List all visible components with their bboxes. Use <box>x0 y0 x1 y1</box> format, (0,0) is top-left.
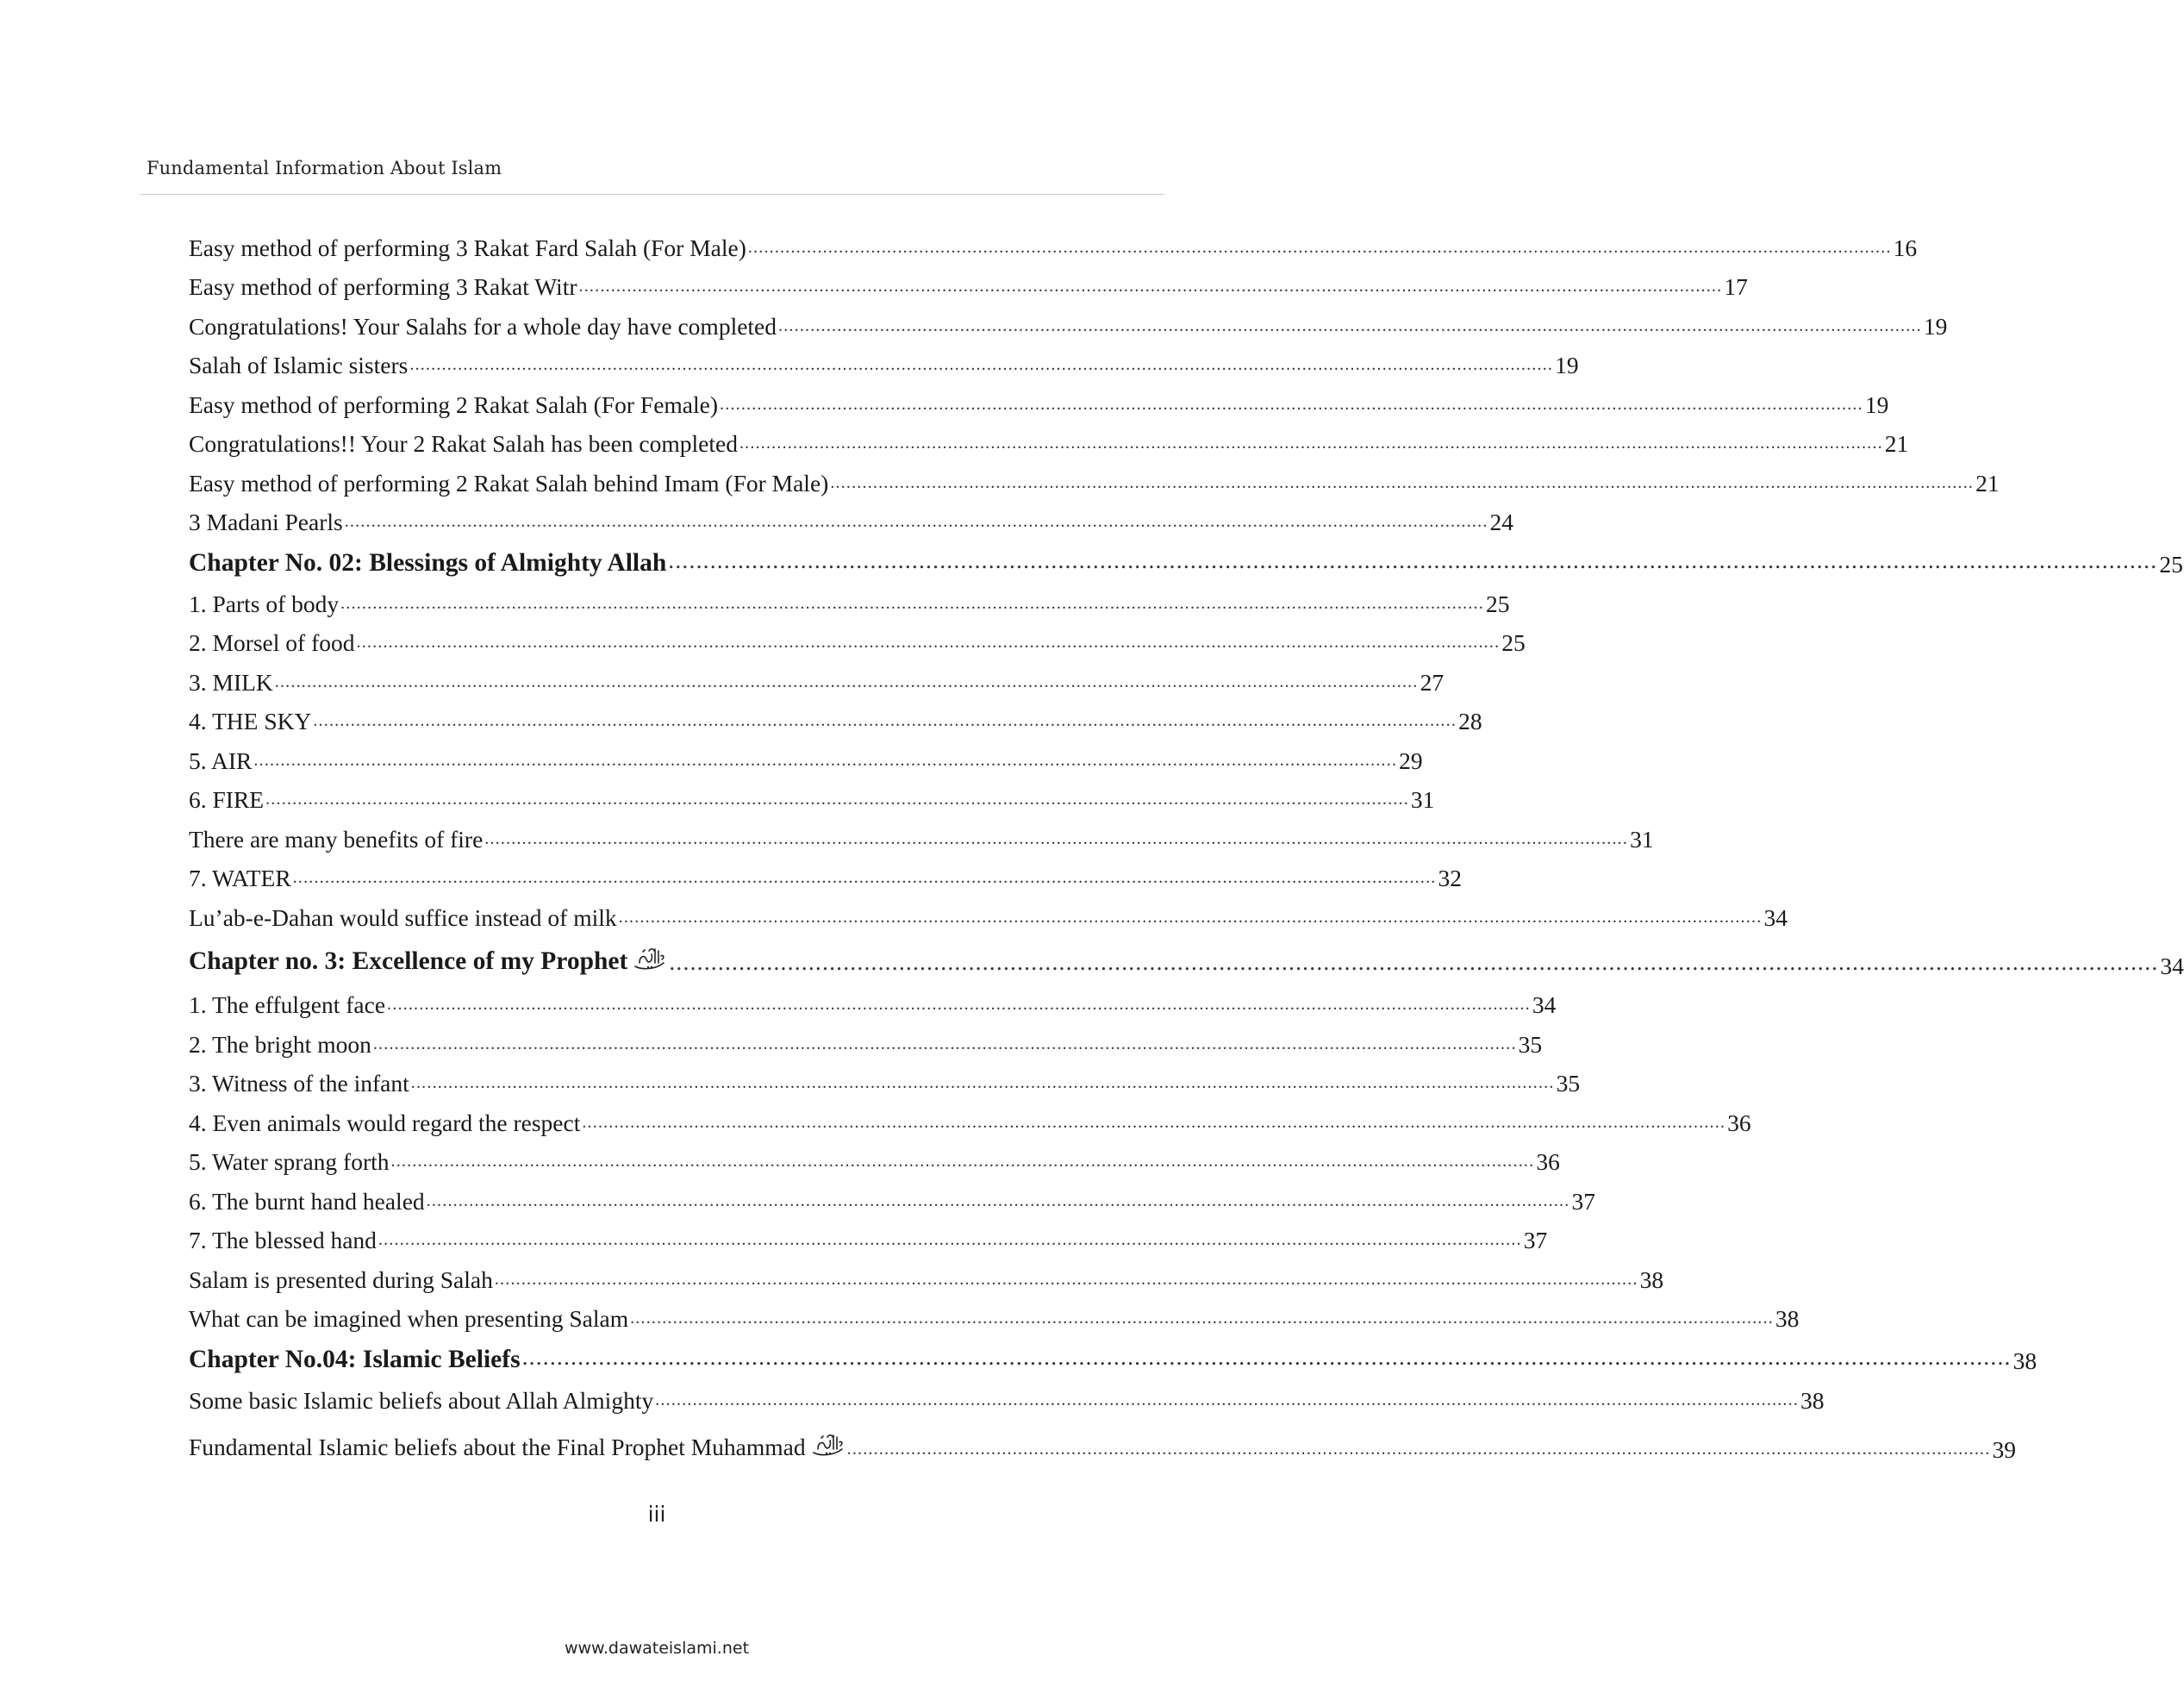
toc-entry[interactable] <box>189 1019 1543 1059</box>
toc-entry-title: 2. The bright moon <box>189 1030 371 1058</box>
toc-entry-page: 16 <box>1893 234 1918 261</box>
dot-leader: ...................................................................................................................................................................................................................... <box>494 1269 1638 1289</box>
toc-entry-title: 5. Water sprang forth <box>189 1148 390 1175</box>
dot-leader: ...................................................................................................................................................................................................................... <box>521 1343 2012 1370</box>
toc-entry-page: 31 <box>1410 786 1435 813</box>
toc-entry-page: 21 <box>1975 469 2000 497</box>
toc-entry[interactable] <box>189 1137 1560 1177</box>
toc-entry[interactable] <box>189 697 1482 736</box>
toc-entry-title: 3. MILK <box>189 668 273 696</box>
toc-entry-page: 38 <box>2012 1347 2037 1374</box>
toc-entry-title: What can be imagined when presenting Salam <box>189 1305 629 1332</box>
dot-leader: ...................................................................................................................................................................................................................... <box>484 828 1629 848</box>
toc-entry-page: 25 <box>1501 629 1526 656</box>
dot-leader: ...................................................................................................................................................................................................................... <box>668 547 2158 573</box>
toc-entry[interactable] <box>189 892 1788 932</box>
dot-leader: ...................................................................................................................................................................................................................... <box>274 672 1419 691</box>
toc-entry[interactable] <box>189 341 1579 380</box>
toc-entry[interactable] <box>189 1294 1800 1334</box>
dot-leader: ...................................................................................................................................................................................................................... <box>344 512 1488 531</box>
toc-entry-page: 34 <box>2160 952 2184 979</box>
toc-entry-title: 7. The blessed hand <box>189 1227 377 1253</box>
toc-entry-page: 37 <box>1523 1227 1548 1253</box>
dot-leader: ...................................................................................................................................................................................................................... <box>739 434 1883 453</box>
toc-entry-page: 19 <box>1864 391 1889 418</box>
dot-leader: ...................................................................................................................................................................................................................... <box>830 472 1975 492</box>
toc-entry[interactable] <box>189 1059 1581 1098</box>
toc-entry[interactable] <box>189 1176 1595 1215</box>
dot-leader: ...................................................................................................................................................................................................................... <box>618 907 1763 927</box>
toc-entry-title: 2. Morsel of food <box>189 629 355 656</box>
toc-entry-title: 6. The burnt hand healed <box>189 1187 425 1215</box>
toc-entry-title: 1. Parts of body <box>189 590 340 617</box>
toc-entry-page: 38 <box>1775 1305 1800 1332</box>
dot-leader: ...................................................................................................................................................................................................................... <box>378 1230 1522 1249</box>
toc-entry-page: 36 <box>1727 1109 1751 1136</box>
toc-entry[interactable] <box>189 578 1510 618</box>
toc-entry-page: 19 <box>1923 312 1948 340</box>
toc-entry-page: 29 <box>1399 747 1423 774</box>
dot-leader: ...................................................................................................................................................................................................................... <box>747 237 1892 257</box>
toc-entry-page: 27 <box>1420 668 1445 696</box>
header-divider <box>140 194 1164 195</box>
toc-entry-title: Easy method of performing 2 Rakat Salah (For Female) <box>189 391 719 418</box>
toc-entry-page: 34 <box>1532 991 1557 1018</box>
toc-entry-page: 21 <box>1884 430 1909 457</box>
running-header: Fundamental Information About Islam <box>147 158 502 178</box>
toc-entry-page: 38 <box>1639 1265 1664 1293</box>
toc-entry[interactable] <box>189 1375 1825 1415</box>
toc-chapter-heading[interactable] <box>189 932 2184 980</box>
toc-entry-title: 3. Witness of the infant <box>189 1070 409 1097</box>
toc-entry-title: Salam is presented during Salah <box>189 1265 493 1293</box>
toc-chapter-heading[interactable] <box>189 536 2183 578</box>
toc-entry[interactable] <box>189 262 1748 302</box>
toc-entry[interactable] <box>189 618 1526 658</box>
dot-leader: ...................................................................................................................................................................................................................... <box>720 394 1863 414</box>
toc-entry[interactable] <box>189 775 1435 815</box>
dot-leader: ...................................................................................................................................................................................................................... <box>390 1152 1535 1171</box>
toc-entry[interactable] <box>189 980 1557 1020</box>
toc-entry-page: 24 <box>1489 509 1514 535</box>
dot-leader: ...................................................................................................................................................................................................................... <box>340 593 1484 613</box>
toc-entry-title: Salah of Islamic sisters <box>189 352 409 378</box>
dot-leader: ...................................................................................................................................................................................................................... <box>313 711 1457 730</box>
toc-entry[interactable] <box>189 222 1918 262</box>
toc-entry-title: Easy method of performing 3 Rakat Fard Salah (For Male) <box>189 234 746 261</box>
toc-entry-page: 35 <box>1556 1070 1581 1097</box>
toc-entry-title: 6. FIRE <box>189 786 265 813</box>
toc-entry-page: 17 <box>1724 273 1748 300</box>
toc-entry-page: 19 <box>1555 352 1579 378</box>
toc-entry-title: 5. AIR <box>189 747 253 774</box>
toc-entry-page: 25 <box>1485 590 1510 617</box>
toc-entry-page: 32 <box>1438 865 1462 891</box>
toc-entry-page: 34 <box>1763 903 1788 931</box>
toc-entry-page: 28 <box>1458 708 1482 734</box>
toc-entry-page: 36 <box>1536 1148 1560 1175</box>
toc-entry-title: Easy method of performing 3 Rakat Witr <box>189 273 577 300</box>
toc-entry-page: 38 <box>1800 1386 1825 1414</box>
toc-entry-title: 3 Madani Pearls <box>189 509 343 535</box>
toc-entry-title: Congratulations!! Your 2 Rakat Salah has been completed <box>189 430 738 457</box>
toc-chapter-title: Chapter No. 02: Blessings of Almighty Allah <box>189 548 667 577</box>
dot-leader: ...................................................................................................................................................................................................................... <box>387 995 1531 1014</box>
dot-leader: ...................................................................................................................................................................................................................... <box>253 750 1398 770</box>
toc-entry-page: 31 <box>1630 825 1654 853</box>
salawat-calligraphy-icon <box>811 1430 846 1464</box>
toc-entry[interactable] <box>189 458 2000 497</box>
toc-chapter-heading[interactable] <box>189 1333 2037 1375</box>
toc-entry[interactable] <box>189 379 1889 419</box>
toc-entry-page: 25 <box>2159 551 2183 578</box>
toc-entry-page: 37 <box>1571 1187 1595 1215</box>
toc-entry-title: Congratulations! Your Salahs for a whole day have completed <box>189 312 777 340</box>
toc-entry-title: 1. The effulgent face <box>189 991 386 1018</box>
dot-leader: ...................................................................................................................................................................................................................... <box>846 1439 1991 1459</box>
toc-entry-title: 7. WATER <box>189 865 291 891</box>
toc-entry-title: Lu’ab-e-Dahan would suffice instead of milk <box>189 903 617 931</box>
toc-entry[interactable] <box>189 735 1423 775</box>
toc-chapter-title: Chapter No.04: Islamic Beliefs <box>189 1345 521 1373</box>
dot-leader: ...................................................................................................................................................................................................................... <box>669 947 2159 975</box>
dot-leader: ...................................................................................................................................................................................................................... <box>778 316 1922 335</box>
toc-entry[interactable] <box>189 1215 1548 1255</box>
toc-entry[interactable] <box>189 853 1462 893</box>
dot-leader: ...................................................................................................................................................................................................................... <box>582 1112 1726 1132</box>
toc-chapter-title <box>189 944 669 979</box>
toc-entry-page: 39 <box>1992 1435 2016 1463</box>
dot-leader: ...................................................................................................................................................................................................................... <box>630 1309 1774 1328</box>
toc-entry[interactable] <box>189 1254 1664 1294</box>
toc-entry[interactable] <box>189 1097 1751 1137</box>
dot-leader: ...................................................................................................................................................................................................................... <box>372 1034 1517 1053</box>
toc-entry-title <box>189 1430 847 1464</box>
dot-leader: ...................................................................................................................................................................................................................... <box>410 1073 1555 1092</box>
toc-entry[interactable] <box>189 497 1514 537</box>
toc-entry-title: Easy method of performing 2 Rakat Salah behind Imam (For Male) <box>189 469 829 497</box>
toc-entry-title: There are many benefits of fire <box>189 825 484 853</box>
salawat-calligraphy-icon <box>633 944 667 979</box>
toc-entry[interactable] <box>189 657 1445 697</box>
toc-entry[interactable] <box>189 814 1654 853</box>
dot-leader: ...................................................................................................................................................................................................................... <box>292 868 1437 887</box>
toc-entry-title: Some basic Islamic beliefs about Allah Almighty <box>189 1386 654 1414</box>
toc-entry-title: 4. THE SKY <box>189 708 312 734</box>
dot-leader: ...................................................................................................................................................................................................................... <box>265 790 1409 809</box>
dot-leader: ...................................................................................................................................................................................................................... <box>578 277 1723 296</box>
dot-leader: ...................................................................................................................................................................................................................... <box>409 355 1554 374</box>
toc-entry[interactable] <box>189 301 1948 341</box>
table-of-contents <box>189 222 2184 1464</box>
toc-entry[interactable] <box>189 419 1909 459</box>
toc-entry-title: 4. Even animals would regard the respect <box>189 1109 581 1136</box>
page-number: iii <box>647 1502 666 1527</box>
toc-chapter-title-text: Chapter no. 3: Excellence of my Prophet <box>189 947 628 976</box>
toc-entry-title-text: Fundamental Islamic beliefs about the Final Prophet Muhammad <box>189 1433 806 1460</box>
toc-entry[interactable] <box>189 1415 2016 1464</box>
footer-website-link[interactable]: www.dawateislami.net <box>564 1639 750 1658</box>
dot-leader: ...................................................................................................................................................................................................................... <box>655 1390 1800 1409</box>
dot-leader: ...................................................................................................................................................................................................................... <box>356 633 1501 652</box>
dot-leader: ...................................................................................................................................................................................................................... <box>426 1190 1570 1210</box>
toc-entry-page: 35 <box>1518 1030 1543 1058</box>
